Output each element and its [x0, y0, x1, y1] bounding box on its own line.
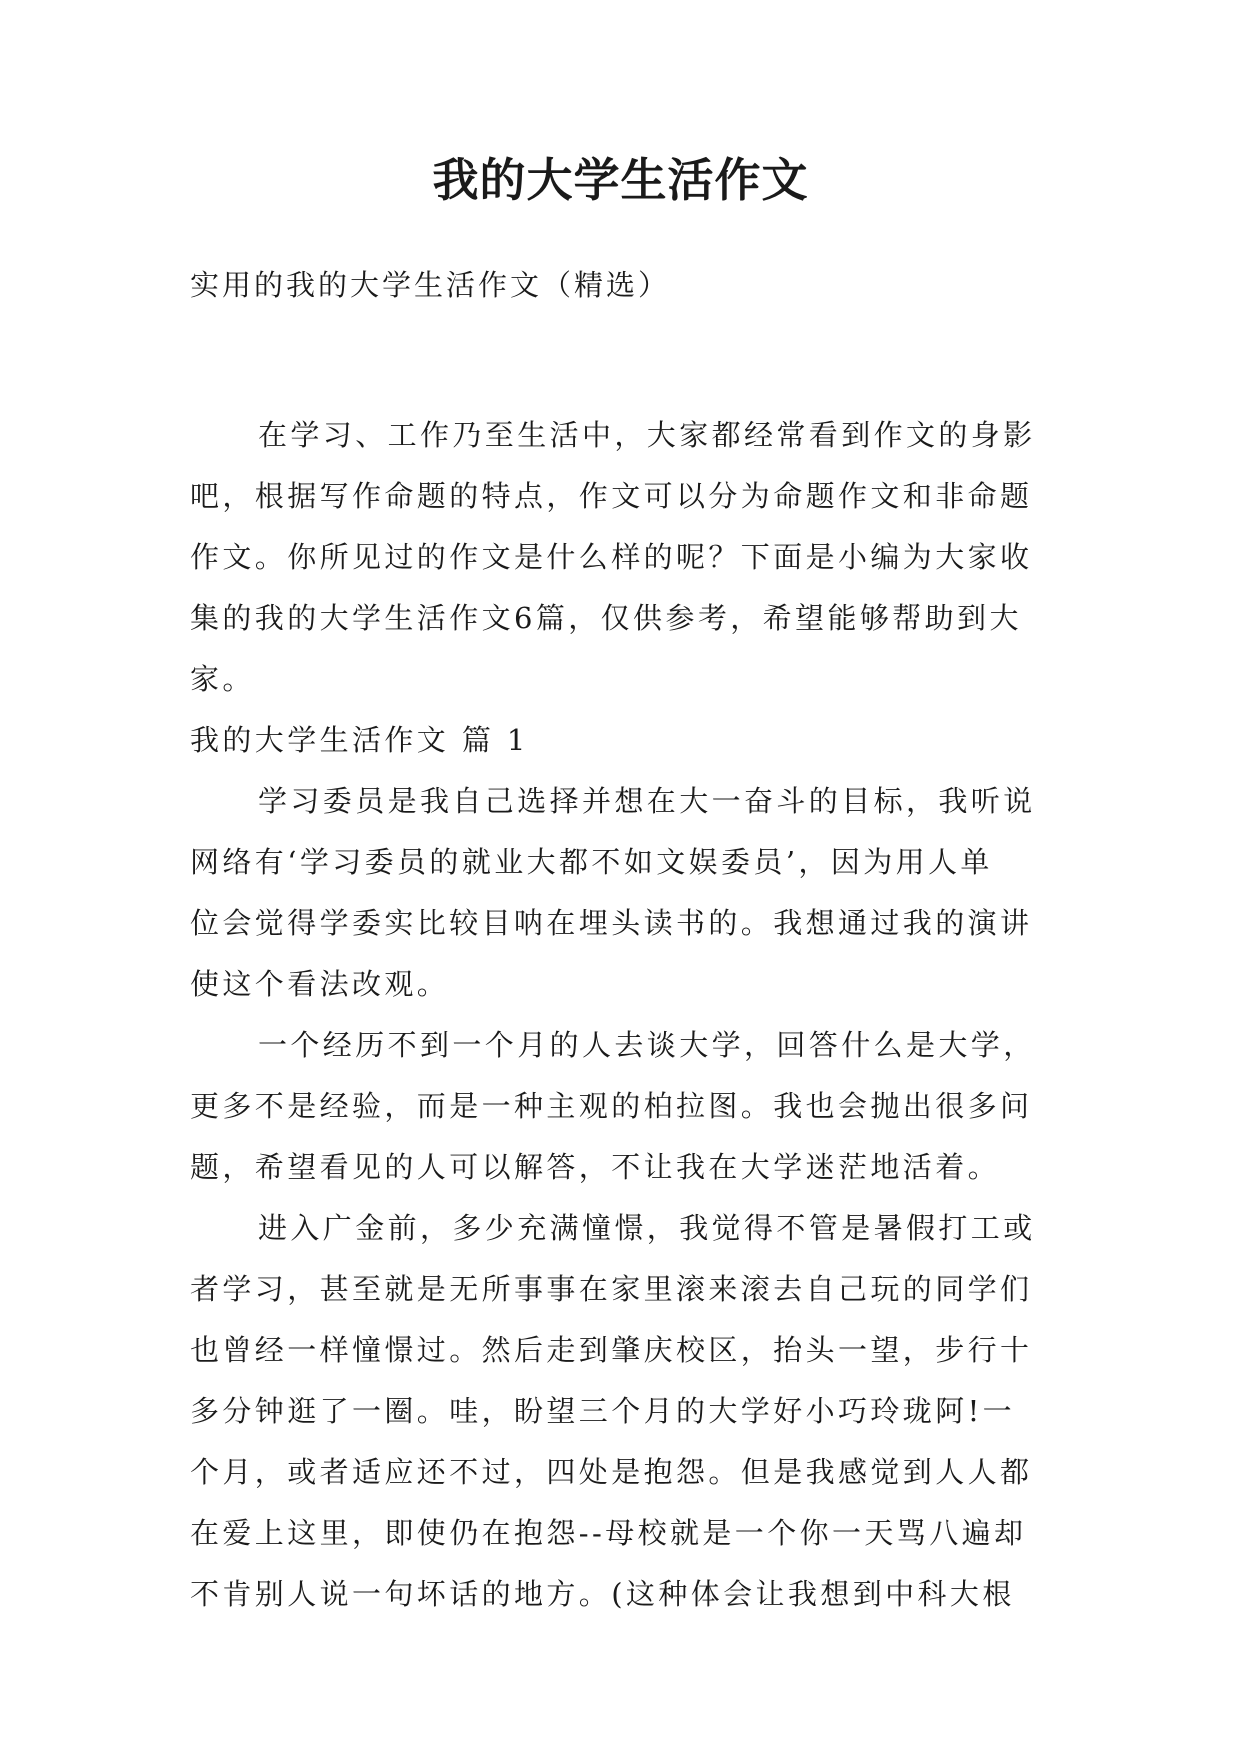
text-line: 使这个看法改观。 — [190, 967, 450, 1001]
text-line: 多分钟逛了一圈。哇，盼望三个月的大学好小巧玲珑阿!一 — [190, 1394, 1016, 1428]
document-title: 我的大学生活作文 — [432, 153, 809, 207]
text-line: 作文。你所见过的作文是什么样的呢？下面是小编为大家收 — [190, 540, 1033, 574]
text-line: 集的我的大学生活作文6篇，仅供参考，希望能够帮助到大 — [190, 601, 1022, 635]
text-line: 进入广金前，多少充满憧憬，我觉得不管是暑假打工或 — [258, 1211, 1036, 1245]
text-line: 个月，或者适应还不过，四处是抱怨。但是我感觉到人人都 — [190, 1455, 1033, 1489]
text-line: 也曾经一样憧憬过。然后走到肇庆校区，抬头一望，步行十 — [190, 1333, 1033, 1367]
text-line: 位会觉得学委实比较目呐在埋头读书的。我想通过我的演讲 — [190, 906, 1033, 940]
text-line: 网络有‘学习委员的就业大都不如文娱委员’，因为用人单 — [190, 845, 993, 879]
text-line: 题，希望看见的人可以解答，不让我在大学迷茫地活着。 — [190, 1150, 1001, 1184]
paragraph-3 — [190, 1198, 1060, 1625]
intro-paragraph — [190, 405, 1060, 710]
text-line: 者学习，甚至就是无所事事在家里滚来滚去自己玩的同学们 — [190, 1272, 1033, 1306]
text-line: 在爱上这里，即使仍在抱怨--母校就是一个你一天骂八遍却 — [190, 1516, 1027, 1550]
text-line: 在学习、工作乃至生活中，大家都经常看到作文的身影 — [258, 418, 1036, 452]
text-line: 不肯别人说一句坏话的地方。(这种体会让我想到中科大根 — [190, 1577, 1015, 1611]
text-line: 家。 — [190, 662, 255, 696]
section-heading: 我的大学生活作文 篇 1 — [190, 723, 529, 757]
document-subtitle: 实用的我的大学生活作文（精选） — [190, 268, 671, 302]
text-line: 更多不是经验，而是一种主观的柏拉图。我也会抛出很多问 — [190, 1089, 1033, 1123]
document-body — [190, 405, 1060, 1625]
text-line: 学习委员是我自己选择并想在大一奋斗的目标，我听说 — [258, 784, 1036, 818]
text-line: 吧，根据写作命题的特点，作文可以分为命题作文和非命题 — [190, 479, 1033, 513]
paragraph-2 — [190, 1015, 1060, 1198]
text-line: 一个经历不到一个月的人去谈大学，回答什么是大学， — [258, 1028, 1036, 1062]
paragraph-1 — [190, 771, 1060, 1015]
